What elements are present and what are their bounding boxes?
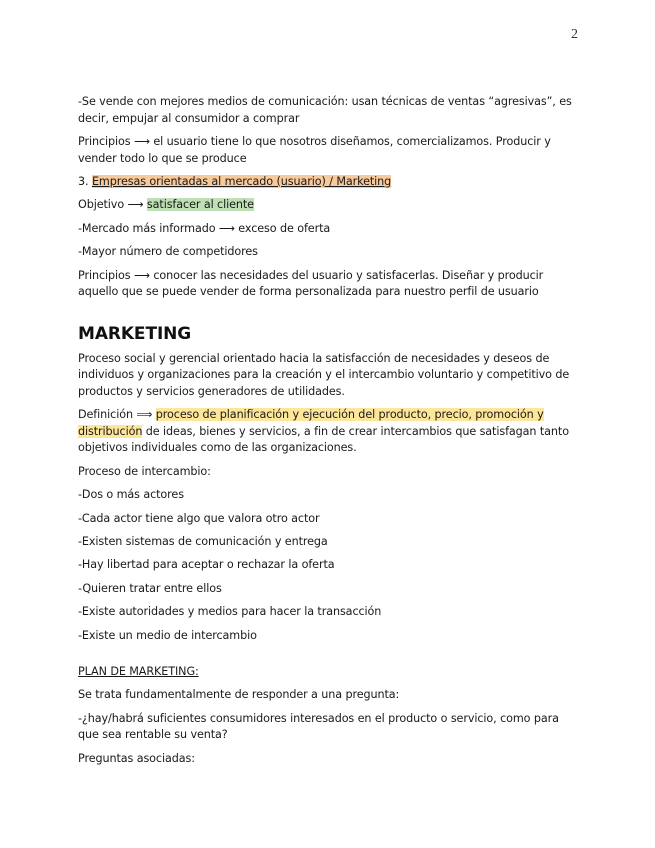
heading-plan-marketing: PLAN DE MARKETING: — [78, 665, 199, 678]
heading-marketing: MARKETING — [78, 323, 192, 344]
highlight-definition: proceso de planificación y ejecución del producto, precio, promoción y distribución — [78, 408, 544, 438]
list-item: -Quieren tratar entre ellos — [78, 581, 222, 595]
paragraph-definition — [78, 407, 583, 457]
highlight-market-oriented: Empresas orientadas al mercado (usuario) / Marketing — [91, 174, 392, 188]
highlight-satisfy-client: satisfacer al cliente — [146, 198, 254, 212]
paragraph-principles-product: Principios ⟶ el usuario tiene lo que nosotros diseñamos, comercializamos. Producir y vender todo lo que se produce — [78, 134, 551, 165]
list-item: -Hay libertad para aceptar o rechazar la oferta — [78, 558, 335, 572]
page-number: 2 — [571, 27, 578, 42]
paragraph-competitors: -Mayor número de competidores — [78, 245, 258, 259]
document-body — [78, 94, 583, 774]
definition-suffix: de ideas, bienes y servicios, a fin de crear intercambios que satisfagan tanto objetivos individuales como de las organizaciones. — [78, 424, 569, 455]
paragraph-plan-consumers: -¿hay/habrá suficientes consumidores interesados en el producto o servicio, como para que sea rentable su venta? — [78, 711, 559, 742]
objective-label: Objetivo ⟶ — [78, 198, 147, 212]
paragraph-objective — [78, 197, 583, 214]
list-item: -Existe autoridades y medios para hacer la transacción — [78, 605, 382, 619]
paragraph-market-oriented — [78, 174, 583, 191]
exchange-title: Proceso de intercambio: — [78, 464, 211, 478]
paragraph-sales-media: -Se vende con mejores medios de comunicación: usan técnicas de ventas “agresivas”, es decir, empujar al consumidor a comprar — [78, 95, 572, 125]
paragraph-associated-questions: Preguntas asociadas: — [78, 751, 195, 765]
paragraph-plan-question: Se trata fundamentalmente de responder a una pregunta: — [78, 688, 400, 702]
paragraph-informed-market: -Mercado más informado ⟶ exceso de oferta — [78, 221, 331, 235]
paragraph-marketing-intro: Proceso social y gerencial orientado hacia la satisfacción de necesidades y deseos de individuos y organizaciones para la creación y el intercambio voluntario y competitivo de productos y servicios generadores de utilidades. — [78, 351, 570, 398]
spacer — [78, 651, 583, 664]
definition-label: Definición ⟹ — [78, 408, 156, 422]
list-number: 3. — [78, 174, 92, 188]
list-item: -Existen sistemas de comunicación y entrega — [78, 535, 328, 549]
list-item: -Existe un medio de intercambio — [78, 628, 257, 642]
paragraph-principles-needs: Principios ⟶ conocer las necesidades del usuario y satisfacerlas. Diseñar y producir aquello que se puede vender de forma personalizada para nuestro perfil de usuario — [78, 268, 544, 299]
list-item: -Cada actor tiene algo que valora otro actor — [78, 511, 320, 525]
list-item: -Dos o más actores — [78, 488, 184, 502]
